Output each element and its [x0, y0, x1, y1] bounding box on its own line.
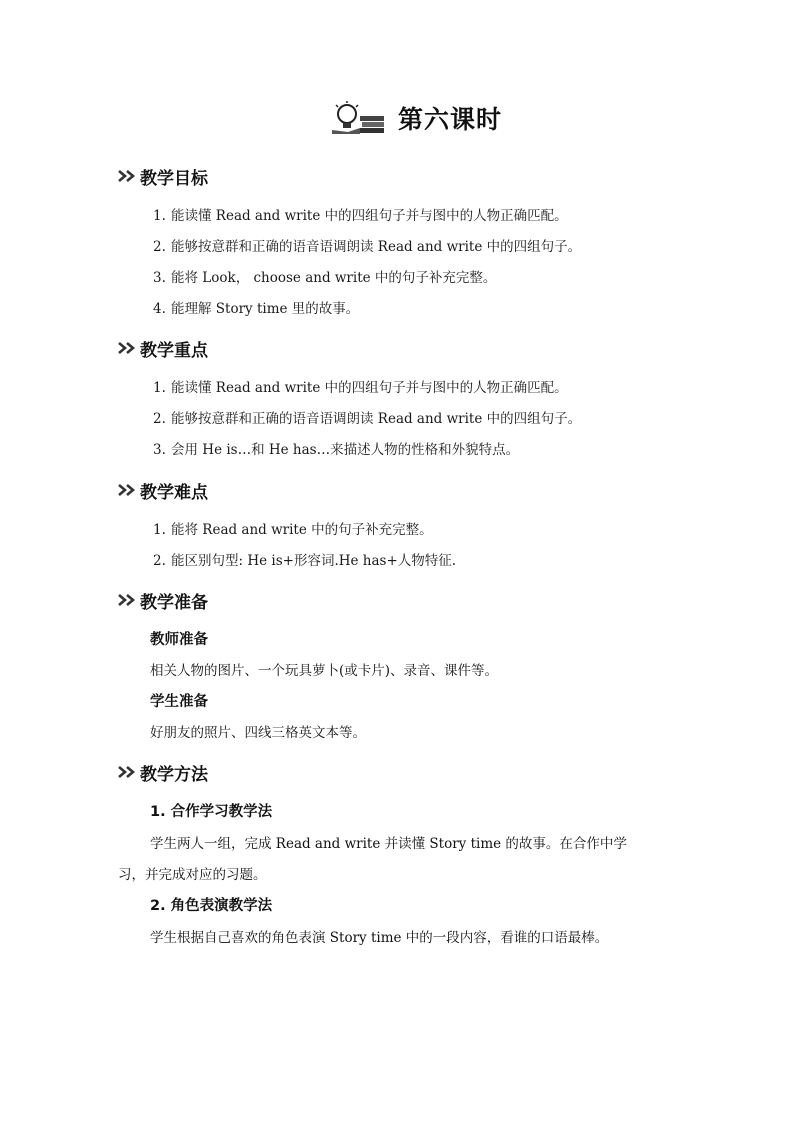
method-2-text: 学生根据自己喜欢的角色表演 Story time 中的一段内容，看谁的口语最棒。	[150, 930, 609, 946]
list-item: 1. 能将 Read and write 中的句子补充完整。	[153, 522, 433, 538]
section-heading-goals	[118, 164, 208, 188]
section-heading-text: 教学重点	[140, 340, 208, 361]
page-title: 第六课时	[398, 105, 503, 134]
lightbulb-books-icon	[330, 100, 388, 136]
section-heading-text: 教学难点	[140, 482, 208, 503]
section-heading-difficulties	[118, 478, 208, 502]
page-title-block	[330, 98, 502, 138]
double-chevron-icon	[118, 483, 138, 497]
method-1-label: 1. 合作学习教学法	[150, 804, 273, 820]
student-prep-label: 学生准备	[150, 694, 208, 710]
method-2-label: 2. 角色表演教学法	[150, 898, 273, 914]
section-heading-text: 教学准备	[140, 592, 208, 613]
double-chevron-icon	[118, 593, 138, 607]
list-item: 1. 能读懂 Read and write 中的四组句子并与图中的人物正确匹配。	[153, 208, 568, 224]
list-item: 1. 能读懂 Read and write 中的四组句子并与图中的人物正确匹配。	[153, 380, 568, 396]
section-heading-methods	[118, 760, 208, 784]
list-item: 3. 能将 Look， choose and write 中的句子补充完整。	[153, 270, 497, 286]
double-chevron-icon	[118, 169, 138, 183]
student-prep-text: 好朋友的照片、四线三格英文本等。	[150, 725, 366, 741]
teacher-prep-text: 相关人物的图片、一个玩具萝卜(或卡片)、录音、课件等。	[150, 663, 499, 679]
list-item: 3. 会用 He is…和 He has…来描述人物的性格和外貌特点。	[153, 442, 520, 458]
section-heading-preparation	[118, 588, 208, 612]
list-item: 2. 能够按意群和正确的语音语调朗读 Read and write 中的四组句子。	[153, 239, 582, 255]
list-item: 2. 能区别句型: He is+形容词.He has+人物特征.	[153, 553, 457, 569]
double-chevron-icon	[118, 765, 138, 779]
list-item: 4. 能理解 Story time 里的故事。	[153, 301, 360, 317]
section-heading-keypoints	[118, 336, 208, 360]
section-heading-text: 教学目标	[140, 168, 208, 189]
method-1-text-line2: 习，并完成对应的习题。	[118, 867, 267, 883]
section-heading-text: 教学方法	[140, 764, 208, 785]
list-item: 2. 能够按意群和正确的语音语调朗读 Read and write 中的四组句子。	[153, 411, 582, 427]
teacher-prep-label: 教师准备	[150, 632, 208, 648]
double-chevron-icon	[118, 341, 138, 355]
method-1-text-line1: 学生两人一组，完成 Read and write 并读懂 Story time 的故事。在合作中学	[150, 836, 627, 852]
